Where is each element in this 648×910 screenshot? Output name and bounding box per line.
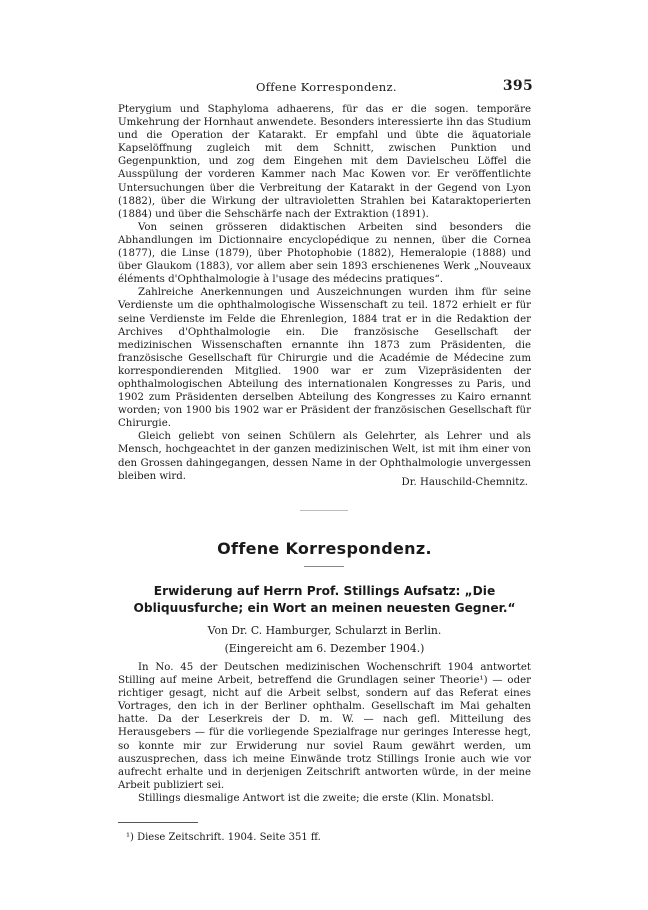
paragraph: Zahlreiche Anerkennungen und Auszeichnungen wurden ihm für seine Verdienste um die ophthalmologische Wissenschaft zu teil. 1872 erhielt er für seine Verdienste im Felde die Ehrenlegion, 1884 trat er in die Redaktion der Archives d'Ophthalmologie ein. Die französische Gesellschaft der medizinischen Wissenschaften ernannte ihn 1873 zum Präsidenten, die französische Gesellschaft für Chirurgie und die Académie de Médecine zum korrespondierenden Mitglied. 1900 war er zum Vizepräsidenten der ophthalmologischen Abteilung des internationalen Kongresses zu Paris, und 1902 zum Präsidenten derselben Abteilung des Kongresses zu Kairo ernannt worden; von 1900 bis 1902 war er Präsident der französischen Gesellschaft für Chirurgie. [118, 287, 531, 430]
page-number: 395 [502, 78, 533, 94]
article-text [118, 661, 531, 805]
paragraph: Gleich geliebt von seinen Schülern als Gelehrter, als Lehrer und als Mensch, hochgeachtet in der ganzen medizinischen Welt, ist mit ihm einer von den Grossen dahingegangen, dessen Name in der Ophthalmologie unvergessen bleiben wird. [118, 431, 531, 482]
separator-rule [304, 566, 344, 567]
signature: Dr. Hauschild-Chemnitz. [401, 477, 528, 488]
footnote-rule [118, 822, 198, 823]
paragraph: Pterygium und Staphyloma adhaerens, für das er die sogen. temporäre Umkehrung der Hornhaut anwendete. Besonders interessierte ihn das Studium und die Operation der Katarakt. Er empfahl und übte die äquatoriale Kapselöffnung zugleich mit dem Schnitt, zwischen Punktion und Gegenpunktion, und zog dem Eingehen mit dem Davielscheu Löffel die Ausspülung der vorderen Kammer nach Mac Kowen vor. Er veröffentlichte Untersuchungen über die Verbreitung der Katarakt in der Gegend von Lyon (1882), über die Wirkung der ultravioletten Strahlen bei Kataraktoperierten (1884) und über die Sehschärfe nach der Extraktion (1891). [118, 104, 531, 220]
separator-rule [300, 510, 348, 511]
paragraph: Stillings diesmalige Antwort ist die zweite; die erste (Klin. Monatsbl. [138, 792, 495, 804]
paragraph: In No. 45 der Deutschen medizinischen Wochenschrift 1904 antwortet Stilling auf meine Arbeit, betreffend die Grundlagen seiner Theorie¹) — oder richtiger gesagt, nicht auf die Arbeit selbst, sondern auf das Referat eines Vortrages, den ich in der Berliner ophthalm. Gesellschaft im Mai gehalten hatte. Da der Leserkreis der D. m. W. — nach gefl. Mitteilung des Herausgebers — für die vorliegende Spezialfrage nur geringes Interesse hegt, so konnte mir zur Erwiderung nur soviel Raum gewährt werden, um auszusprechen, dass ich meine Einwände trotz Stillings Ironie auch wie vor aufrecht erhalte und in derjenigen Zeitschrift antworten würde, in der meine Arbeit publiziert sei. [118, 662, 531, 791]
footnote: ¹) Diese Zeitschrift. 1904. Seite 351 ff. [126, 832, 321, 843]
obituary-text [118, 103, 531, 483]
article-title: Erwiderung auf Herrn Prof. Stillings Aufsatz: „Die Obliquusfurche; ein Wort an meinen neuesten Gegner.“ [133, 584, 516, 615]
paragraph: Von seinen grösseren didaktischen Arbeiten sind besonders die Abhandlungen im Dictionnaire encyclopédique zu nennen, über die Cornea (1877), die Linse (1879), über Photophobie (1882), Hemeralopie (1888) und über Glaukom (1883), vor allem aber sein 1893 erschienenes Werk „Nouveaux éléments d'Ophthalmologie à l'usage des médecins pratiques“. [118, 221, 531, 286]
section-title: Offene Korrespondenz. [217, 539, 432, 558]
received-date: (Eingereicht am 6. Dezember 1904.) [224, 642, 425, 655]
running-title: Offene Korrespondenz. [256, 80, 397, 94]
article-author: Von Dr. C. Hamburger, Schularzt in Berlin. [207, 624, 442, 637]
